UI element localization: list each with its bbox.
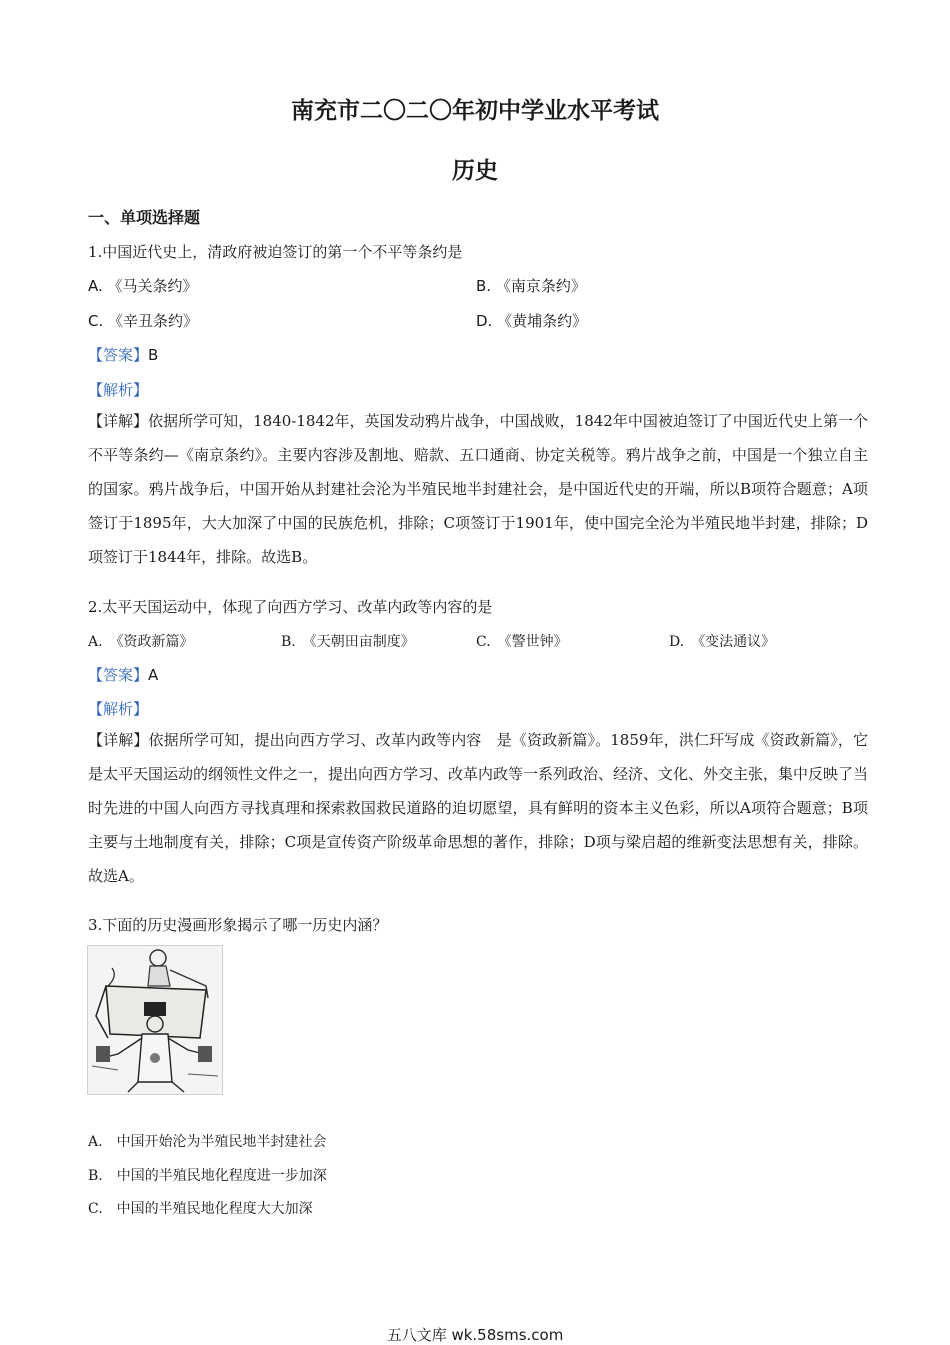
q1-option-c: C. 《辛丑条约》 [88,312,199,330]
q3-option-a: A. 中国开始沦为半殖民地半封建社会 [88,1134,327,1150]
q1-analysis-label: 【解析】 [88,381,149,399]
q2-analysis-label: 【解析】 [88,700,149,718]
history-cartoon-image [87,945,223,1095]
q2-stem: 2.太平天国运动中，体现了向西方学习、改革内政等内容的是 [88,598,493,616]
q2-option-a: A. 《资政新篇》 [88,634,194,650]
q2-detail: 【详解】依据所学可知，提出向西方学习、改革内政等内容 是《资政新篇》。1859年，洪仁玕写成《资政新篇》，它是太平天国运动的纲领性文件之一，提出向西方学习、改革内政等一系列政治、经济、文化、外交主张，集中反映了当时先进的中国人向西方寻找真理和探索救国救民道路的迫切愿望，具有鲜明的资本主义色彩，所以A项符合题意；B项主要与土地制度有关，排除；C项是宣传资产阶级革命思想的著作，排除；D项与梁启超的维新变法思想有关，排除。故选A。 [88,731,869,885]
q1-detail: 【详解】依据所学可知，1840-1842年，英国发动鸦片战争，中国战败，1842年中国被迫签订了中国近代史上第一个不平等条约—《南京条约》。主要内容涉及割地、赔款、五口通商、协定关税等。鸦片战争之前，中国是一个独立自主的国家。鸦片战争后，中国开始从封建社会沦为半殖民地半封建社会，是中国近代史的开端，所以B项符合题意；A项签订于1895年，大大加深了中国的民族危机，排除；C项签订于1901年，使中国完全沦为半殖民地半封建，排除；D项签订于1844年，排除。故选B。 [88,412,868,566]
q2-option-c: C. 《警世钟》 [476,634,568,650]
q3-stem: 3.下面的历史漫画形象揭示了哪一历史内涵？ [88,916,388,934]
q1-answer: 【答案】B [88,346,159,364]
q2-option-b: B. 《天朝田亩制度》 [281,634,415,650]
q2-option-d: D. 《变法通议》 [669,634,776,650]
footer-watermark: 五八文库 wk.58sms.com [386,1326,564,1344]
q2-answer: 【答案】A [88,666,159,684]
page-title: 南充市二〇二〇年初中学业水平考试 [291,98,659,124]
q1-stem: 1.中国近代史上，清政府被迫签订的第一个不平等条约是 [88,243,463,261]
q1-option-d: D. 《黄埔条约》 [476,312,588,330]
q1-option-a: A. 《马关条约》 [88,277,198,295]
subject-title: 历史 [452,158,498,184]
q3-option-b: B. 中国的半殖民地化程度进一步加深 [88,1168,327,1184]
cartoon-drawing [88,946,222,1094]
section-heading: 一、单项选择题 [88,208,201,227]
q1-option-b: B. 《南京条约》 [476,277,586,295]
q3-option-c: C. 中国的半殖民地化程度大大加深 [88,1201,313,1217]
